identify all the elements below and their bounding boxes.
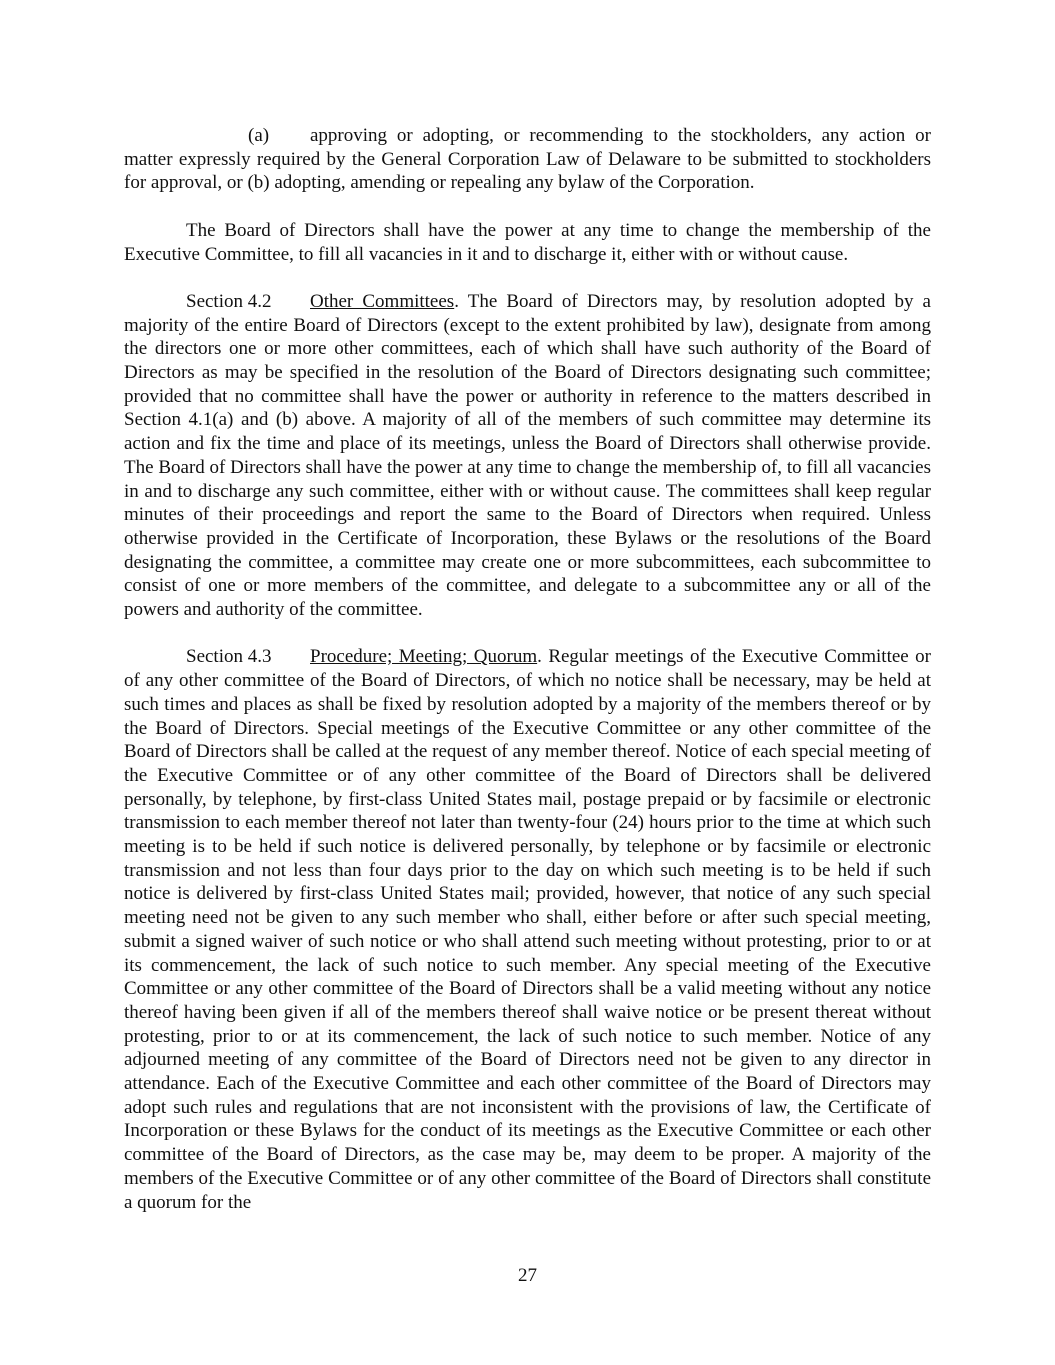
section-4-3-heading: Procedure; Meeting; Quorum [310,646,538,668]
section-4-3 [124,645,931,1214]
paragraph-board-power [124,219,931,266]
paragraph-board-power-text: The Board of Directors shall have the power at any time to change the membership of the Executive Committee, to fill all vacancies in it and to discharge it, either with or without cause. [124,219,931,265]
page-number: 27 [518,1265,537,1286]
paragraph-a-text: approving or adopting, or recommending to the stockholders, any action or matter expressly required by the General Corporation Law of Delaware to be submitted to stockholders for approval, or (b) adopting, amending or repealing any bylaw of the Corporation. [124,125,931,194]
section-4-2 [124,290,931,622]
section-4-3-number: Section 4.3 [186,646,272,668]
section-4-2-heading: Other Committees [310,290,455,312]
section-4-2-number: Section 4.2 [186,290,272,312]
document-body [124,124,931,1238]
section-4-3-body: . Regular meetings of the Executive Committee or of any other committee of the Board of Directors, of which no notice shall be necessary, may be held at such times and places as shall be fixed by resolution adopted by a majority of the members thereof or by the Board of Directors. Special meetings of the Executive Committee or any other committee of the Board of Directors shall be called at the request of any member thereof. Notice of each special meeting of the Executive Committee or of any other committee of the Board of Directors shall be delivered personally, by telephone, by first-class United States mail, postage prepaid or by facsimile or electronic transmission to each member thereof not later than twenty-four (24) hours prior to the time at which such meeting is to be held if such notice is delivered personally, by telephone or by facsimile or electronic transmission and not less than four days prior to the day on which such meeting is to be held if such notice is delivered by first-class United States mail; provided, however, that notice of any such special meeting need not be given to any such member who shall, either before or after such special meeting, submit a signed waiver of such notice or who shall attend such meeting without protesting, prior to or at its commencement, the lack of such notice to such member. Any special meeting of the Executive Committee or any other committee of the Board of Directors shall be a valid meeting without any notice thereof having been given if all of the members thereof shall waive notice or be present thereat without protesting, prior to or at its commencement, the lack of such notice to such member. Notice of any adjourned meeting of any committee of the Board of Directors need not be given to any director in attendance. Each of the Executive Committee and each other committee of the Board of Directors may adopt such rules and regulations that are not inconsistent with the provisions of law, the Certificate of Incorporation or these Bylaws for the conduct of its meetings as the Executive Committee or each other committee of the Board of Directors, as the case may be, may deem to be proper. A majority of the members of the Executive Committee or of any other committee of the Board of Directors shall constitute a quorum for the [124,646,931,1213]
section-4-2-body: . The Board of Directors may, by resolution adopted by a majority of the entire Board of Directors (except to the extent prohibited by law), designate from among the directors one or more other committees, each of which shall have such authority of the Board of Directors as may be specified in the resolution of the Board of Directors designating such committee; provided that no committee shall have the power or authority in reference to the matters described in Section 4.1(a) and (b) above. A majority of all of the members of such committee may determine its action and fix the time and place of its meetings, unless the Board of Directors shall otherwise provide. The Board of Directors shall have the power at any time to change the membership of, to fill all vacancies in and to discharge any such committee, either with or without cause. The committees shall keep regular minutes of their proceedings and report the same to the Board of Directors when required. Unless otherwise provided in the Certificate of Incorporation, these Bylaws or the resolutions of the Board designating the committee, a committee may create one or more subcommittees, each subcommittee to consist of one or more members of the committee, and delegate to a subcommittee any or all of the powers and authority of the committee. [124,290,931,621]
paragraph-a [124,124,931,195]
paragraph-a-label: (a) [248,125,270,146]
